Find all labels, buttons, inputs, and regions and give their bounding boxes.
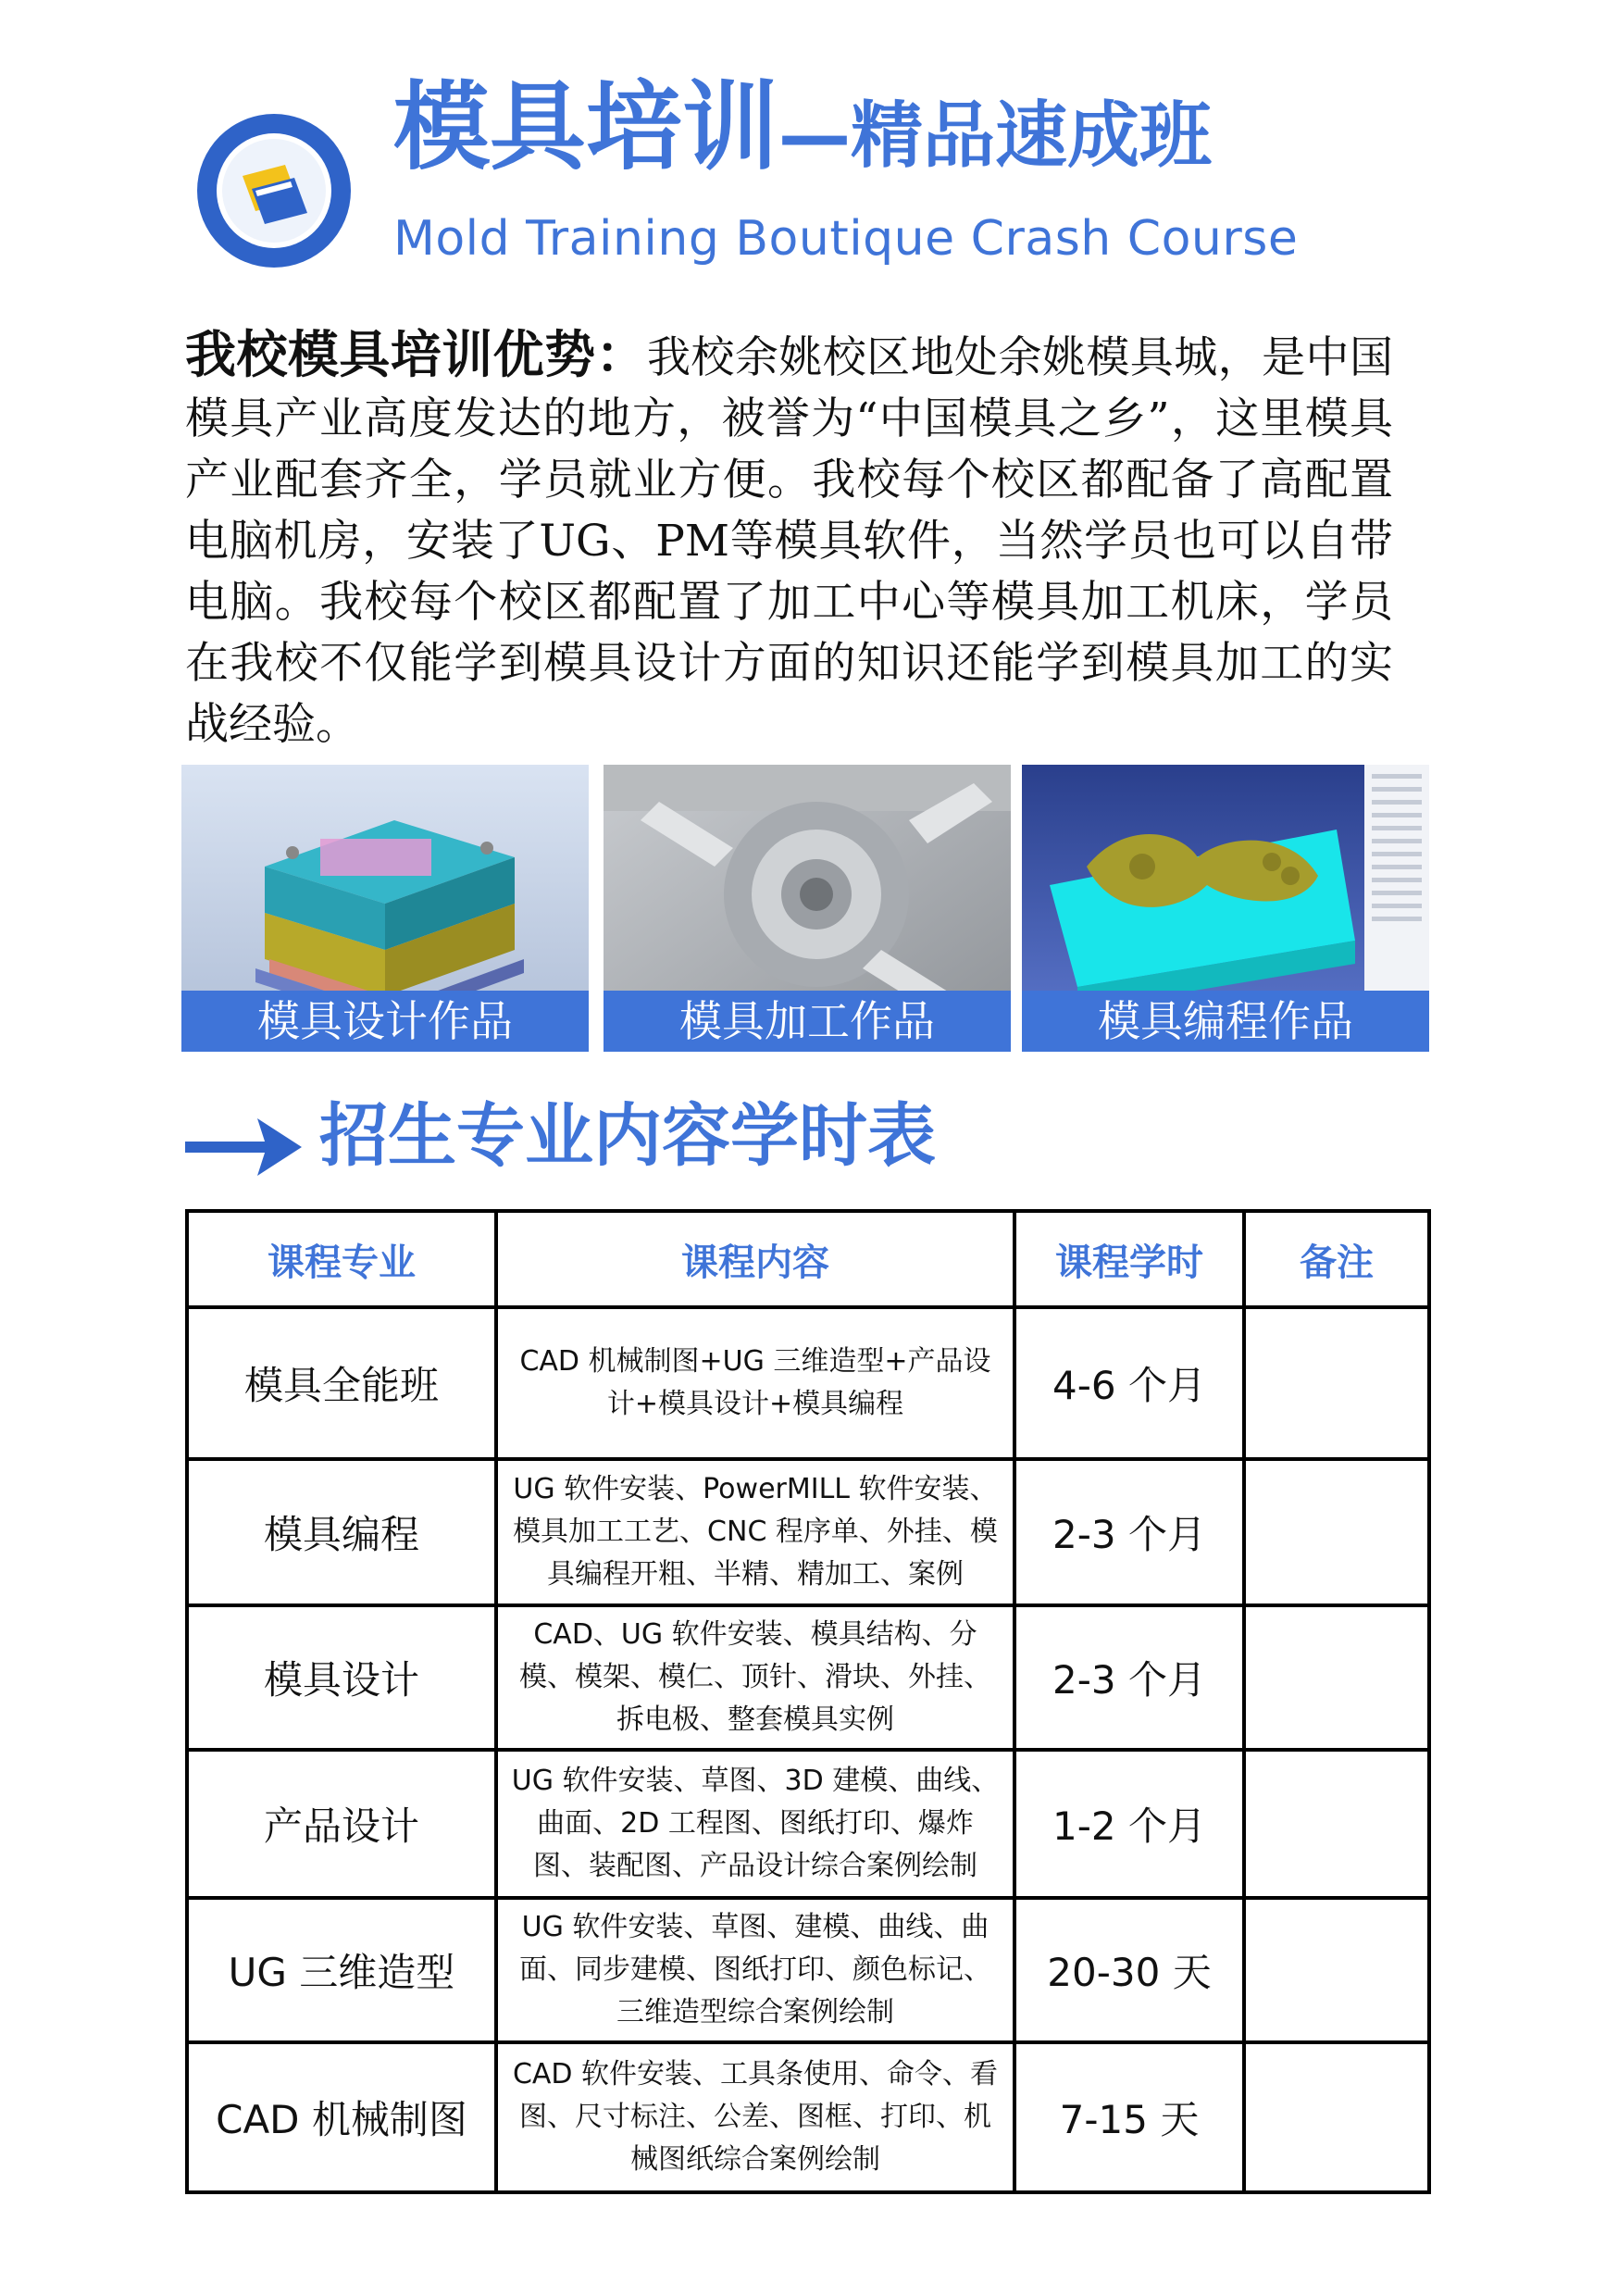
table-row bbox=[187, 2042, 1429, 2192]
intro-lead: 我校模具培训优势： bbox=[185, 325, 647, 384]
column-header-note: 备注 bbox=[1244, 1211, 1429, 1307]
course-content: UG 软件安装、PowerMILL 软件安装、模具加工工艺、CNC 程序单、外挂、模具编程开粗、半精、精加工、案例 bbox=[496, 1459, 1014, 1605]
course-content: CAD 软件安装、工具条使用、命令、看图、尺寸标注、公差、图框、打印、机械图纸综合案例绘制 bbox=[496, 2042, 1014, 2192]
course-name: 产品设计 bbox=[187, 1750, 496, 1898]
section-title: 招生专业内容学时表 bbox=[319, 1096, 936, 1176]
page-title bbox=[393, 70, 1213, 183]
gallery-item-mold-programming bbox=[1022, 765, 1429, 1052]
course-name: CAD 机械制图 bbox=[187, 2042, 496, 2192]
table-row bbox=[187, 1750, 1429, 1898]
book-emblem-icon bbox=[194, 111, 354, 270]
course-name: 模具设计 bbox=[187, 1605, 496, 1750]
column-header-content: 课程内容 bbox=[496, 1211, 1014, 1307]
gallery-caption: 模具编程作品 bbox=[1022, 991, 1429, 1052]
course-note bbox=[1244, 2042, 1429, 2192]
gallery-item-mold-design bbox=[181, 765, 589, 1052]
course-table bbox=[185, 1209, 1431, 2194]
column-header-duration: 课程学时 bbox=[1014, 1211, 1244, 1307]
course-name: 模具编程 bbox=[187, 1459, 496, 1605]
course-note bbox=[1244, 1605, 1429, 1750]
course-content: UG 软件安装、草图、3D 建模、曲线、曲面、2D 工程图、图纸打印、爆炸图、装配图、产品设计综合案例绘制 bbox=[496, 1750, 1014, 1898]
arrow-right-icon bbox=[185, 1115, 305, 1179]
school-logo bbox=[194, 111, 354, 270]
intro-paragraph bbox=[185, 324, 1393, 755]
table-row bbox=[187, 1605, 1429, 1750]
course-duration: 2-3 个月 bbox=[1014, 1459, 1244, 1605]
gallery-caption: 模具加工作品 bbox=[604, 991, 1011, 1052]
gallery-caption: 模具设计作品 bbox=[181, 991, 589, 1052]
course-name: 模具全能班 bbox=[187, 1307, 496, 1459]
table-row bbox=[187, 1307, 1429, 1459]
table-row bbox=[187, 1459, 1429, 1605]
course-note bbox=[1244, 1459, 1429, 1605]
intro-body: 我校余姚校区地处余姚模具城，是中国模具产业高度发达的地方，被誉为“中国模具之乡”，这里模具产业配套齐全，学员就业方便。我校每个校区都配备了高配置电脑机房，安装了UG、PM等模具软件，当然学员也可以自带电脑。我校每个校区都配置了加工中心等模具加工机床，学员在我校不仅能学到模具设计方面的知识还能学到模具加工的实战经验。 bbox=[185, 332, 1393, 750]
page-subtitle-en: Mold Training Boutique Crash Course bbox=[393, 211, 1299, 267]
course-note bbox=[1244, 1307, 1429, 1459]
table-header-row bbox=[187, 1211, 1429, 1307]
column-header-course: 课程专业 bbox=[187, 1211, 496, 1307]
course-duration: 4-6 个月 bbox=[1014, 1307, 1244, 1459]
course-content: CAD、UG 软件安装、模具结构、分模、模架、模仁、顶针、滑块、外挂、拆电极、整套模具实例 bbox=[496, 1605, 1014, 1750]
course-name: UG 三维造型 bbox=[187, 1898, 496, 2042]
course-content: UG 软件安装、草图、建模、曲线、曲面、同步建模、图纸打印、颜色标记、三维造型综合案例绘制 bbox=[496, 1898, 1014, 2042]
course-duration: 1-2 个月 bbox=[1014, 1750, 1244, 1898]
course-note bbox=[1244, 1898, 1429, 2042]
course-content: CAD 机械制图+UG 三维造型+产品设计+模具设计+模具编程 bbox=[496, 1307, 1014, 1459]
title-sub: —精品速成班 bbox=[778, 94, 1213, 178]
gallery-item-mold-machining bbox=[604, 765, 1011, 1052]
course-duration: 2-3 个月 bbox=[1014, 1605, 1244, 1750]
table-row bbox=[187, 1898, 1429, 2042]
course-note bbox=[1244, 1750, 1429, 1898]
course-duration: 7-15 天 bbox=[1014, 2042, 1244, 2192]
course-duration: 20-30 天 bbox=[1014, 1898, 1244, 2042]
title-main: 模具培训 bbox=[393, 70, 779, 183]
